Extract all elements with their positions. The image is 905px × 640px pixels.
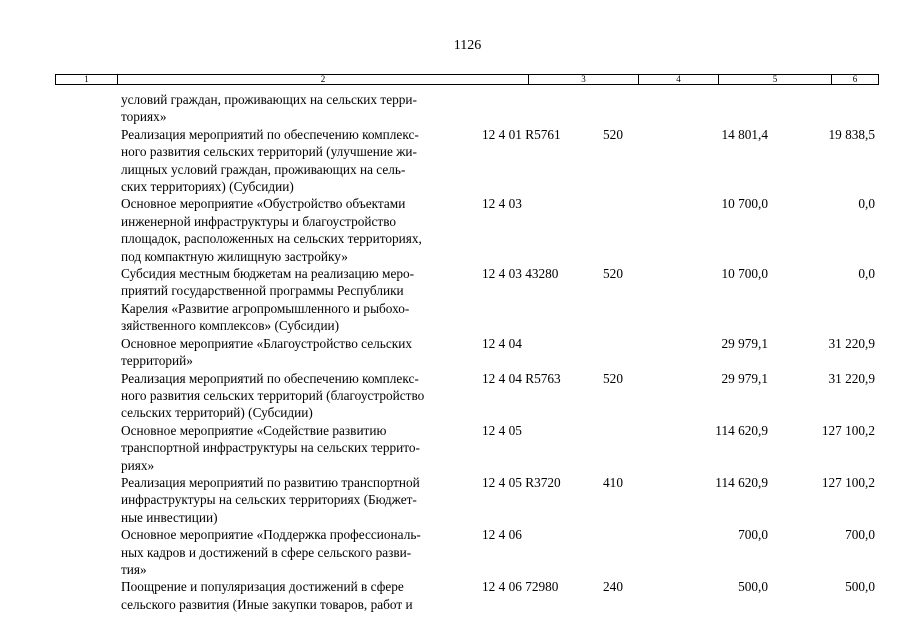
row-description [121, 474, 474, 526]
row-code: 12 4 06 [482, 527, 522, 543]
description-line: лищных условий граждан, проживающих на сель- [121, 161, 406, 177]
description-line: приятий государственной программы Республики [121, 283, 404, 299]
row-description [121, 335, 474, 370]
row-description [121, 126, 474, 196]
description-line: инфраструктуры на сельских территориях (Бюджет- [121, 492, 417, 508]
row-code: 12 4 04 R5763 [482, 370, 561, 386]
description-line: ных кадров и достижений в сфере сельского разви- [121, 544, 412, 560]
row-amount-col6: 19 838,5 [828, 126, 875, 142]
description-line: ного развития сельских территорий (благоустройство [121, 387, 425, 403]
description-line: инженерной инфраструктуры и благоустройство [121, 213, 397, 229]
row-code: 12 4 04 [482, 335, 522, 351]
description-line: сельского развития (Иные закупки товаров, работ и [121, 596, 413, 612]
table-row [0, 265, 905, 335]
description-line: Основное мероприятие «Обустройство объектами [121, 196, 406, 212]
row-amount-col5: 10 700,0 [721, 266, 768, 282]
row-description [121, 195, 474, 265]
row-amount-col6: 0,0 [858, 196, 875, 212]
column-header-5: 5 [718, 75, 831, 84]
column-header-6: 6 [831, 75, 878, 84]
table-row [0, 422, 905, 474]
description-line: тия» [121, 561, 147, 577]
column-header-4: 4 [638, 75, 718, 84]
row-description [121, 265, 474, 335]
row-expense-type: 410 [603, 474, 623, 490]
row-code: 12 4 05 [482, 422, 522, 438]
row-amount-col6: 127 100,2 [821, 474, 875, 490]
row-code: 12 4 01 R5761 [482, 126, 561, 142]
row-amount-col5: 29 979,1 [721, 370, 768, 386]
row-description [121, 422, 474, 474]
row-amount-col6: 31 220,9 [828, 370, 875, 386]
description-line: Субсидия местным бюджетам на реализацию меро- [121, 266, 415, 282]
column-header-2: 2 [117, 75, 528, 84]
row-expense-type: 240 [603, 579, 623, 595]
table-row [0, 126, 905, 196]
row-amount-col6: 700,0 [845, 527, 875, 543]
row-amount-col6: 0,0 [858, 266, 875, 282]
row-amount-col6: 127 100,2 [821, 422, 875, 438]
row-description [121, 370, 474, 422]
row-description [121, 91, 474, 126]
description-line: под компактную жилищную застройку» [121, 248, 348, 264]
table-body [0, 91, 905, 613]
table-row [0, 335, 905, 370]
description-line: зяйственного комплексов» (Субсидии) [121, 318, 340, 334]
table-row [0, 370, 905, 422]
column-header-1: 1 [84, 74, 89, 84]
table-row [0, 474, 905, 526]
description-line: площадок, расположенных на сельских территориях, [121, 231, 422, 247]
description-line: Основное мероприятие «Содействие развитию [121, 422, 387, 438]
description-line: Основное мероприятие «Благоустройство сельских [121, 335, 412, 351]
row-amount-col5: 700,0 [738, 527, 768, 543]
description-line: Карелия «Развитие агропромышленного и рыбохо- [121, 300, 410, 316]
description-line: ные инвестиции) [121, 509, 218, 525]
description-line: транспортной инфраструктуры на сельских террито- [121, 440, 420, 456]
row-amount-col5: 114 620,9 [715, 422, 768, 438]
row-amount-col6: 500,0 [845, 579, 875, 595]
description-line: Реализация мероприятий по развитию транспортной [121, 474, 420, 490]
description-line: Поощрение и популяризация достижений в сфере [121, 579, 404, 595]
description-line: Реализация мероприятий по обеспечению комплекс- [121, 126, 419, 142]
description-line: ториях» [121, 109, 167, 125]
row-expense-type: 520 [603, 126, 623, 142]
row-amount-col5: 500,0 [738, 579, 768, 595]
table-row [0, 195, 905, 265]
row-code: 12 4 03 [482, 196, 522, 212]
description-line: Реализация мероприятий по обеспечению комплекс- [121, 370, 419, 386]
page-number: 1126 [453, 38, 482, 53]
row-description [121, 578, 474, 613]
row-amount-col5: 29 979,1 [721, 335, 768, 351]
table-header-row [55, 74, 879, 85]
description-line: ских территориях) (Субсидии) [121, 179, 294, 195]
row-code: 12 4 05 R3720 [482, 474, 561, 490]
description-line: риях» [121, 457, 155, 473]
row-amount-col5: 114 620,9 [715, 474, 768, 490]
description-line: ного развития сельских территорий (улучшение жи- [121, 144, 417, 160]
row-code: 12 4 06 72980 [482, 579, 559, 595]
row-description [121, 526, 474, 578]
row-amount-col5: 14 801,4 [721, 126, 768, 142]
description-line: Основное мероприятие «Поддержка профессиональ- [121, 527, 421, 543]
description-line: сельских территорий) (Субсидии) [121, 405, 313, 421]
row-code: 12 4 03 43280 [482, 266, 559, 282]
row-amount-col5: 10 700,0 [721, 196, 768, 212]
table-row [0, 91, 905, 126]
table-row [0, 526, 905, 578]
description-line: территорий» [121, 353, 193, 369]
row-amount-col6: 31 220,9 [828, 335, 875, 351]
row-expense-type: 520 [603, 266, 623, 282]
row-expense-type: 520 [603, 370, 623, 386]
description-line: условий граждан, проживающих на сельских терри- [121, 92, 417, 107]
column-header-3: 3 [528, 75, 638, 84]
table-row [0, 578, 905, 613]
